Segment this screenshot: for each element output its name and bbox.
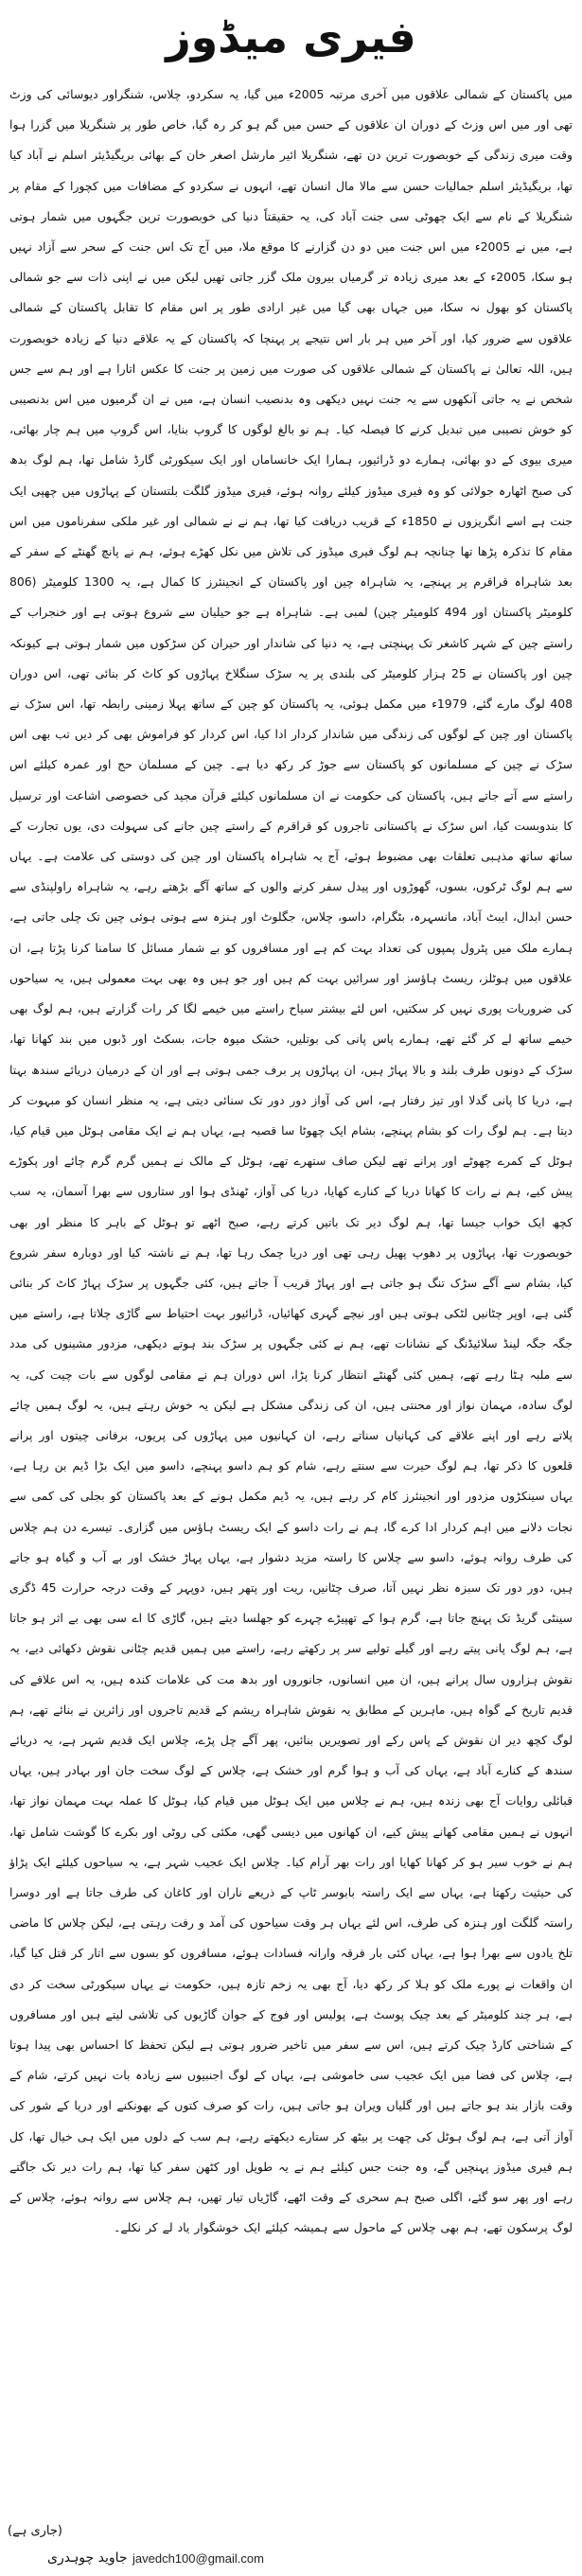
author-email[interactable]: javedch100@gmail.com: [132, 2551, 264, 2566]
continued-note: (جاری ہے): [8, 2524, 62, 2538]
article-body: میں پاکستان کے شمالی علاقوں میں آخری مرتبہ 2005ء میں گیا، یہ سکردو، چلاس، شنگراور دیوسائی کی وزٹ تھی اور میں اس وزٹ کے دوران ان علاقوں کے حسن میں گم ہو کر رہ گیا، خاص طور پر شنگریلا میں گزرا ہوا وقت میری زندگی کے خوبصورت ترین دن تھے، شنگریلا ائیر مارشل اصغر خان کے بھائی بریگیڈیئر اسلم نے آباد کیا تھا، بریگیڈیئر اسلم جمالیات حسن سے مالا مال انسان تھے، انہوں نے سکردو کے مضافات میں کچورا کے مقام پر شنگریلا کے نام سے ایک چھوٹی سی جنت آباد کی، یہ حقیقتاً دنیا کی خوبصورت ترین جگہوں میں شمار ہوتی ہے، میں نے 2005ء میں اس جنت میں دو دن گزارنے کا موقع ملا، میں آج تک اس جنت کے سحر سے آزاد نہیں ہو سکا، 2005ء کے بعد میری زیادہ تر گرمیاں بیرون ملک گزر جاتی تھیں لیکن میں نے اپنی ذات سے جو شمالی پاکستان کو بھول نہ سکا، میں جہاں بھی گیا میں غیر ارادی طور پر اس مقام کا تقابل پاکستان کے شمالی علاقوں سے ضرور کیا، اور آخر میں ہر بار اس نتیجے پر پہنچا کہ پاکستان کے یہ علاقے دنیا کے زیادہ خوبصورت ہیں، اللہ تعالیٰ نے پاکستان کے شمالی علاقوں کی صورت میں زمین پر جنت کا عکس اتارا ہے اور ہم سے جس شخص نے یہ جاتی آنکھوں سے یہ جنت نہیں دیکھی وہ بدنصیب انسان ہے، میں نے ان گرمیوں میں اس بدنصیبی کو خوش نصیبی میں تبدیل کرنے کا فیصلہ کیا۔ ہم نو بالغ لوگوں کا گروپ بنایا، اس گروپ میں ہم چار بھائی، میری بیوی کے دو بھائی، ہمارے دو ڈرائیور، ہمارا ایک خانساماں اور ایک سیکورٹی گارڈ شامل تھا، ہم لوگ بدھ کی صبح اٹھارہ جولائی کو وہ فیری میڈوز کیلئے روانہ ہوئے، فیری میڈوز گلگت بلتستان کے پہاڑوں میں چھپی ایک جنت ہے اسے انگریزوں نے 1850ء کے قریب دریافت کیا تھا، ہم نے نے شمالی اور غیر ملکی سفرناموں میں اس مقام کا تذکرہ پڑھا تھا چنانچہ ہم لوگ فیری میڈوز کی تلاش میں نکل کھڑے ہوئے، ہم نے پانچ گھنٹے کے سفر کے بعد شاہراہ قراقرم پر پہنچے، یہ شاہراہ چین اور پاکستان کے انجینئرز کا کمال ہے، یہ 1300 کلومیٹر (806 کلومیٹر پاکستان اور 494 کلومیٹر چین) لمبی ہے۔ شاہراہ ہے جو حیلیان سے شروع ہوتی ہے اور خنجراب کے راستے چین کے شہر کاشغر تک پہنچتی ہے، یہ دنیا کی شاندار اور حیران کن سڑکوں میں شمار ہوتی ہے کیونکہ چین اور پاکستان نے 25 ہزار کلومیٹر کی بلندی پر یہ سڑک سنگلاخ پہاڑوں کو کاٹ کر بنائی تھی، اس دوران 408 لوگ مارے گئے، 1979ء میں مکمل ہوئی، یہ پاکستان کو چین کے ساتھ پہلا زمینی رابطہ تھا، اس سڑک نے پاکستان اور چین کے لوگوں کی زندگی میں شاندار کردار ادا کیا، اس کردار کو فراموش بھی کر دیں تب بھی اس سڑک نے چین کے مسلمانوں کو پاکستان سے جوڑ کر رکھ دیا ہے۔ چین کے مسلمان حج اور عمرہ کیلئے اس راستے سے آتے جاتے ہیں، پاکستان کی حکومت نے ان مسلمانوں کیلئے قرآن مجید کی خصوصی اشاعت اور ترسیل کا بندوبست کیا، اس سڑک نے پاکستانی تاجروں کو قراقرم کے راستے چین جانے کی سہولت دی، یوں تجارت کے ساتھ ساتھ مذہبی تعلقات بھی مضبوط ہوئے، آج یہ شاہراہ پاکستان اور چین کی دوستی کی علامت ہے۔ یہاں سے ہم لوگ ٹرکوں، بسوں، گھوڑوں اور پیدل سفر کرنے والوں کے ساتھ آگے بڑھتے رہے، یہ شاہراہ راولپنڈی سے حسن ابدال، ایبٹ آباد، مانسہرہ، بٹگرام، داسو، چلاس، جگلوٹ اور ہنزہ سے ہوتی ہوئی چین تک چلی جاتی ہے، ہمارے ملک میں پٹرول پمپوں کی تعداد بہت کم ہے اور مسافروں کو بے شمار مسائل کا سامنا کرنا پڑتا ہے، ان علاقوں میں ہوٹلز، ریسٹ ہاؤسز اور سرائیں بہت کم ہیں اور جو ہیں وہ بھی بہت معمولی ہیں، یہ سیاحوں کی ضروریات پوری نہیں کر سکتیں، اس لئے بیشتر سیاح راستے میں خیمے لگا کر رات گزارتے ہیں، ہم لوگ بھی خیمے ساتھ لے کر گئے تھے، ہمارے پاس پانی کی بوتلیں، خشک میوہ جات، بسکٹ اور ڈبوں میں بند کھانا تھا، سڑک کے دونوں طرف بلند و بالا پہاڑ ہیں، ان پہاڑوں پر برف جمی ہوتی ہے اور ان کے درمیان دریائے سندھ بہتا ہے، دریا کا پانی گدلا اور تیز رفتار ہے، اس کی آواز دور دور تک سنائی دیتی ہے، یہ منظر انسان کو مبہوت کر دیتا ہے۔ ہم لوگ رات کو بشام پہنچے، بشام ایک چھوٹا سا قصبہ ہے، یہاں ہم نے ایک مقامی ہوٹل میں قیام کیا، ہوٹل کے کمرے چھوٹے اور پرانے تھے لیکن صاف ستھرے تھے، ہوٹل کے مالک نے ہمیں گرم گرم چائے اور پکوڑے پیش کیے، ہم نے رات کا کھانا دریا کے کنارے کھایا، دریا کی آواز، ٹھنڈی ہوا اور ستاروں سے بھرا آسمان، یہ سب کچھ ایک خواب جیسا تھا، ہم لوگ دیر تک باتیں کرتے رہے، صبح اٹھے تو ہوٹل کے باہر کا منظر اور بھی خوبصورت تھا، پہاڑوں پر دھوپ پھیل رہی تھی اور دریا چمک رہا تھا، ہم نے ناشتہ کیا اور دوبارہ سفر شروع کیا، بشام سے آگے سڑک تنگ ہو جاتی ہے اور پہاڑ قریب آ جاتے ہیں، کئی جگہوں پر سڑک پہاڑ کاٹ کر بنائی گئی ہے، اوپر چٹانیں لٹکی ہوتی ہیں اور نیچے گہری کھائیاں، ڈرائیور بہت احتیاط سے گاڑی چلاتا ہے، راستے میں جگہ جگہ لینڈ سلائیڈنگ کے نشانات تھے، ہم نے کئی جگہوں پر سڑک بند ہوتے دیکھی، مزدور مشینوں کی مدد سے ملبہ ہٹا رہے تھے، ہمیں کئی گھنٹے انتظار کرنا پڑا، اس دوران ہم نے مقامی لوگوں سے بات چیت کی، یہ لوگ سادہ، مہمان نواز اور محنتی ہیں، ان کی زندگی مشکل ہے لیکن یہ خوش رہتے ہیں، یہ لوگ ہمیں چائے پلاتے رہے اور اپنے علاقے کی کہانیاں سناتے رہے، ان کہانیوں میں پہاڑوں کی پریوں، برفانی چیتوں اور پرانے قلعوں کا ذکر تھا، ہم لوگ حیرت سے سنتے رہے، شام کو ہم داسو پہنچے، داسو میں ایک بڑا ڈیم بن رہا ہے، یہاں سینکڑوں مزدور اور انجینئرز کام کر رہے ہیں، یہ ڈیم مکمل ہونے کے بعد پاکستان کو بجلی کی کمی سے نجات دلانے میں اہم کردار ادا کرے گا، ہم نے رات داسو کے ایک ریسٹ ہاؤس میں گزاری۔ تیسرے دن ہم چلاس کی طرف روانہ ہوئے، داسو سے چلاس کا راستہ مزید دشوار ہے، یہاں پہاڑ خشک اور بے آب و گیاہ ہو جاتے ہیں، دور دور تک سبزہ نظر نہیں آتا، صرف چٹانیں، ریت اور پتھر ہیں، دوپہر کے وقت درجہ حرارت 45 ڈگری سینٹی گریڈ تک پہنچ جاتا ہے، گرم ہوا کے تھپیڑے چہرے کو جھلسا دیتے ہیں، گاڑی کا اے سی بھی بے اثر ہو جاتا ہے، ہم لوگ پانی پیتے رہے اور گیلے تولیے سر پر رکھتے رہے، راستے میں ہمیں قدیم چٹانی نقوش دکھائی دیے، یہ نقوش ہزاروں سال پرانے ہیں، ان میں انسانوں، جانوروں اور بدھ مت کی علامات کندہ ہیں، یہ اس علاقے کی قدیم تاریخ کے گواہ ہیں، ماہرین کے مطابق یہ نقوش شاہراہ ریشم کے قدیم تاجروں اور زائرین نے بنائے تھے، ہم لوگ کچھ دیر ان نقوش کے پاس رکے اور تصویریں بنائیں، پھر آگے چل پڑے، چلاس ایک قدیم شہر ہے، یہ دریائے سندھ کے کنارے آباد ہے، یہاں کی آب و ہوا گرم اور خشک ہے، چلاس کے لوگ سخت جان اور بہادر ہیں، یہاں قبائلی روایات آج بھی زندہ ہیں، ہم نے چلاس میں ایک ہوٹل میں قیام کیا، ہوٹل کا عملہ بہت مہمان نواز تھا، انہوں نے ہمیں مقامی کھانے پیش کیے، ان کھانوں میں دیسی گھی، مکئی کی روٹی اور بکرے کا گوشت شامل تھا، ہم نے خوب سیر ہو کر کھانا کھایا اور رات بھر آرام کیا۔ چلاس ایک عجیب شہر ہے، یہ سیاحوں کیلئے ایک پڑاؤ کی حیثیت رکھتا ہے، یہاں سے ایک راستہ بابوسر ٹاپ کے ذریعے ناران اور کاغان کی طرف جاتا ہے اور دوسرا راستہ گلگت اور ہنزہ کی طرف، اس لئے یہاں ہر وقت سیاحوں کی آمد و رفت رہتی ہے، لیکن چلاس کا ماضی تلخ یادوں سے بھرا ہوا ہے، یہاں کئی بار فرقہ وارانہ فسادات ہوئے، مسافروں کو بسوں سے اتار کر قتل کیا گیا، ان واقعات نے پورے ملک کو ہلا کر رکھ دیا، آج بھی یہ زخم تازہ ہیں، حکومت نے یہاں سیکورٹی سخت کر دی ہے، ہر چند کلومیٹر کے بعد چیک پوسٹ ہے، پولیس اور فوج کے جوان گاڑیوں کی تلاشی لیتے ہیں اور مسافروں کے شناختی کارڈ چیک کرتے ہیں، اس سے سفر میں تاخیر ضرور ہوتی ہے لیکن تحفظ کا احساس بھی پیدا ہوتا ہے، چلاس کی فضا میں ایک عجیب سی خاموشی ہے، یہاں کے لوگ اجنبیوں سے زیادہ بات نہیں کرتے، شام کے وقت بازار بند ہو جاتے ہیں اور گلیاں ویران ہو جاتی ہیں، رات کو صرف کتوں کے بھونکنے اور دریا کے شور کی آواز آتی ہے، ہم لوگ ہوٹل کی چھت پر بیٹھ کر ستارے دیکھتے رہے، ہم سب کے دلوں میں ایک ہی خیال تھا، کل ہم فیری میڈوز پہنچیں گے، وہ جنت جس کیلئے ہم نے یہ طویل اور کٹھن سفر کیا تھا، ہم رات دیر تک جاگتے رہے اور پھر سو گئے، اگلی صبح ہم سحری کے وقت اٹھے، گاڑیاں تیار تھیں، ہم چلاس سے روانہ ہوئے، چلاس کے لوگ پرسکون تھے، ہم بھی چلاس کے ماحول سے ہمیشہ کیلئے ایک خوشگوار یاد لے کر نکلے۔: [9, 87, 573, 2235]
byline: [0, 2510, 582, 2570]
article-title: فیری میڈوز: [166, 11, 416, 62]
author-name: جاوید چوہدری: [47, 2550, 128, 2566]
